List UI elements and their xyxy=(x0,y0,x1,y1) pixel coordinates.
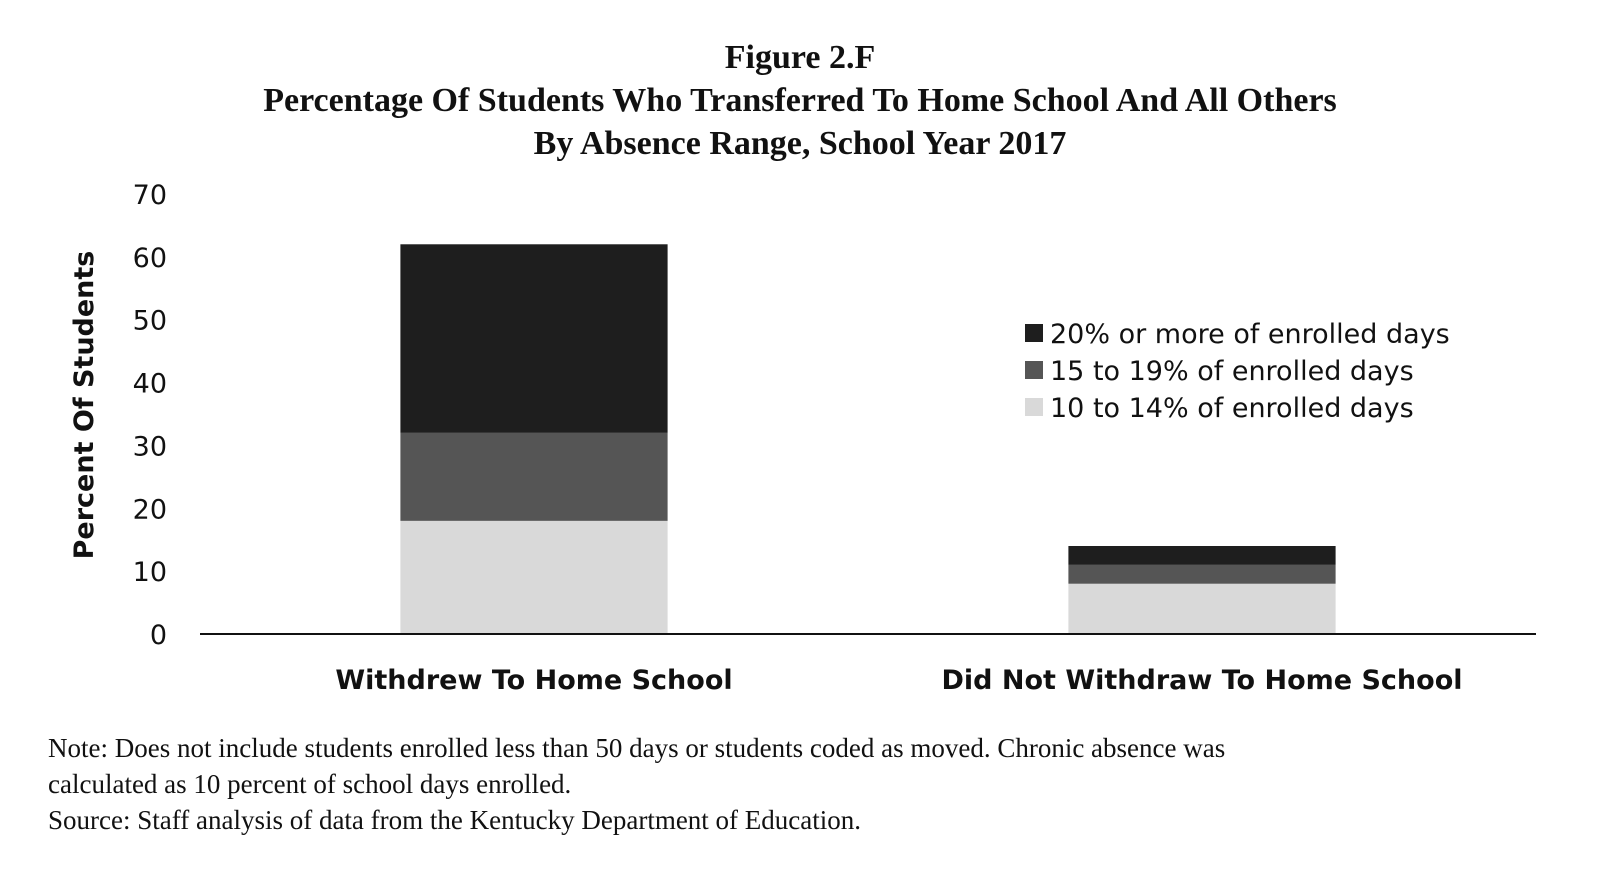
bar-segment xyxy=(1068,584,1335,634)
bar-segment xyxy=(400,521,667,634)
bar-segment xyxy=(1068,565,1335,584)
category-label: Did Not Withdraw To Home School xyxy=(941,665,1463,696)
figure-number: Figure 2.F xyxy=(724,39,876,76)
y-tick-label: 20 xyxy=(132,494,167,526)
y-axis-ticks xyxy=(133,180,167,651)
note-line-2: calculated as 10 percent of school days enrolled. xyxy=(48,769,572,799)
category-labels xyxy=(335,665,1462,696)
y-axis-title: Percent Of Students xyxy=(69,250,100,560)
category-label: Withdrew To Home School xyxy=(335,665,733,696)
legend-swatch xyxy=(1025,398,1043,416)
legend xyxy=(1025,319,1450,424)
y-tick-label: 70 xyxy=(132,180,167,211)
bars xyxy=(400,244,1335,634)
note-line-1: Note: Does not include students enrolled less than 50 days or students coded as moved. Chronic absence was xyxy=(48,733,1226,763)
legend-label: 10 to 14% of enrolled days xyxy=(1050,393,1414,424)
legend-label: 20% or more of enrolled days xyxy=(1050,319,1450,350)
y-tick-label: 30 xyxy=(132,431,167,463)
y-tick-label: 10 xyxy=(132,557,167,589)
y-tick-label: 50 xyxy=(132,305,167,337)
bar-segment xyxy=(400,244,667,433)
bar-segment xyxy=(400,433,667,521)
y-tick-label: 0 xyxy=(149,620,167,651)
figure-notes xyxy=(48,730,1528,838)
legend-swatch xyxy=(1025,324,1043,342)
y-tick-label: 60 xyxy=(132,242,167,274)
chart-title-line2: By Absence Range, School Year 2017 xyxy=(533,125,1067,162)
y-tick-label: 40 xyxy=(132,368,167,400)
chart-title-line1: Percentage Of Students Who Transferred To Home School And All Others xyxy=(263,82,1337,119)
source-line: Source: Staff analysis of data from the Kentucky Department of Education. xyxy=(48,805,862,835)
legend-swatch xyxy=(1025,361,1043,379)
bar-segment xyxy=(1068,546,1335,565)
legend-label: 15 to 19% of enrolled days xyxy=(1050,356,1414,387)
